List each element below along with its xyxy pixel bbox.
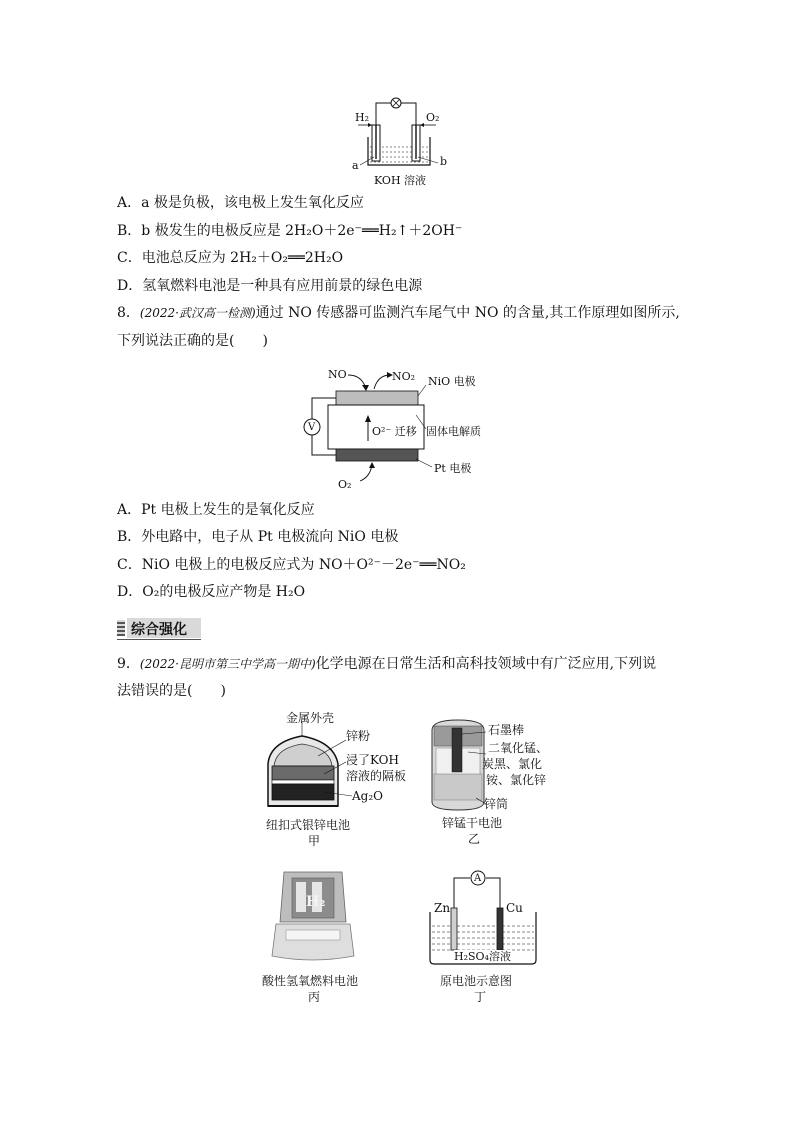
fig9-ding-ammeter-label: A xyxy=(474,873,482,884)
q9-source: (2022·昆明市第三中学高一期中) xyxy=(139,657,316,671)
fig9-yi-sub: 乙 xyxy=(468,832,481,846)
fig9-jia-label-zinc: 锌粉 xyxy=(346,729,371,743)
fig8-voltmeter-label: V xyxy=(308,422,316,433)
fig8-no-label: NO xyxy=(328,368,347,381)
fig7-caption: KOH 溶液 xyxy=(374,174,427,187)
q8-stem xyxy=(117,303,680,323)
fig9-bing-sub: 丙 xyxy=(308,990,321,1004)
section-header xyxy=(117,618,201,638)
fig9-yi-label-nh4cl: 铵、氯化锌 xyxy=(486,773,547,787)
q8-stem-line-2: 下列说法正确的是( ) xyxy=(117,333,268,349)
q7-option-a: A．a 极是负极，该电极上发生氧化反应 xyxy=(117,195,364,211)
q7-option-b: B．b 极发生的电极反应是 2H₂O＋2e⁻══H₂↑＋2OH⁻ xyxy=(117,223,463,239)
fig8-migration-label: O²⁻ 迁移 xyxy=(372,425,417,438)
fig9-jia-label-separator: 溶液的隔板 xyxy=(346,769,407,783)
fig9-yi-label-zinc-can: 锌筒 xyxy=(484,797,509,811)
q7-option-c: C．电池总反应为 2H₂＋O₂══2H₂O xyxy=(117,250,344,266)
q7-option-d: D．氢氧燃料电池是一种具有应用前景的绿色电源 xyxy=(117,278,423,294)
q8-option-c: C．NiO 电极上的电极反应式为 NO＋O²⁻－2e⁻══NO₂ xyxy=(117,557,466,573)
q9-stem xyxy=(117,654,656,674)
fig9-jia-label-shell: 金属外壳 xyxy=(286,711,335,725)
fig9-ding-zn-label: Zn xyxy=(434,901,451,915)
fig9-ding-caption: 原电池示意图 xyxy=(440,974,513,988)
nio-electrode-shape xyxy=(336,391,418,405)
fig9-yi-label-graphite: 石墨棒 xyxy=(488,723,525,737)
fig9-bing-photo-text: H₂ xyxy=(306,894,326,910)
q8-option-b: B．外电路中，电子从 Pt 电极流向 NiO 电极 xyxy=(117,529,399,545)
q8-stem-1: 通过 NO 传感器可监测汽车尾气中 NO 的含量,其工作原理如图所示, xyxy=(255,305,680,321)
fig7-o2-label: O₂ xyxy=(426,111,440,124)
fig7-h2-label: H₂ xyxy=(355,111,370,124)
fig9-ding-solution-label: H₂SO₄溶液 xyxy=(454,950,511,963)
fig8-nio-electrode-label: NiO 电极 xyxy=(428,375,476,388)
fig7-a-label: a xyxy=(352,159,359,172)
q9-stem-1: 化学电源在日常生活和高科技领域中有广泛应用,下列说 xyxy=(315,656,657,672)
pt-electrode-shape xyxy=(336,449,418,461)
fig7-diagram xyxy=(350,95,460,190)
section-accent-icon xyxy=(117,620,125,636)
fig7-b-label: b xyxy=(440,155,448,168)
fig9-ding-sub: 丁 xyxy=(474,990,487,1004)
q9-stem-line-2: 法错误的是( ) xyxy=(117,683,226,699)
fig9-ding xyxy=(424,868,544,1008)
fig8-diagram xyxy=(298,363,498,495)
fig9-bing-caption: 酸性氢氧燃料电池 xyxy=(262,974,359,988)
fig9-yi-caption: 锌锰干电池 xyxy=(442,816,503,830)
section-title: 综合强化 xyxy=(131,622,187,638)
fuel-cell-photo xyxy=(262,868,372,968)
fig9-jia-sub: 甲 xyxy=(308,834,321,848)
fig9-yi-label-mno2: 二氧化锰、 xyxy=(488,741,549,755)
fig8-o2-label: O₂ xyxy=(338,478,352,491)
q8-option-a: A．Pt 电极上发生的是氧化反应 xyxy=(117,502,315,518)
cu-electrode-shape xyxy=(497,908,503,950)
fig9-ding-cu-label: Cu xyxy=(506,901,523,915)
fig9-jia xyxy=(258,711,418,848)
fig8-no2-label: NO₂ xyxy=(392,370,416,383)
q8-number: 8． xyxy=(117,305,140,321)
q8-option-d: D．O₂的电极反应产物是 H₂O xyxy=(117,584,306,600)
fig9-yi-label-carbon: 炭黑、氯化 xyxy=(482,757,543,771)
q8-source: (2022·武汉高一检测) xyxy=(139,306,256,320)
fig8-pt-electrode-label: Pt 电极 xyxy=(434,462,472,475)
zn-electrode-shape xyxy=(451,908,457,950)
fig9-yi xyxy=(428,718,558,848)
fig9-jia-caption: 纽扣式银锌电池 xyxy=(266,818,351,832)
fig9-bing xyxy=(262,868,372,1008)
fig9-jia-label-ag2o: Ag₂O xyxy=(352,789,383,803)
section-underline xyxy=(117,639,201,640)
fig8-solid-electrolyte-label: 固体电解质 xyxy=(426,425,481,438)
fig9-jia-label-koh: 浸了KOH xyxy=(346,753,399,767)
q9-number: 9． xyxy=(117,656,140,672)
